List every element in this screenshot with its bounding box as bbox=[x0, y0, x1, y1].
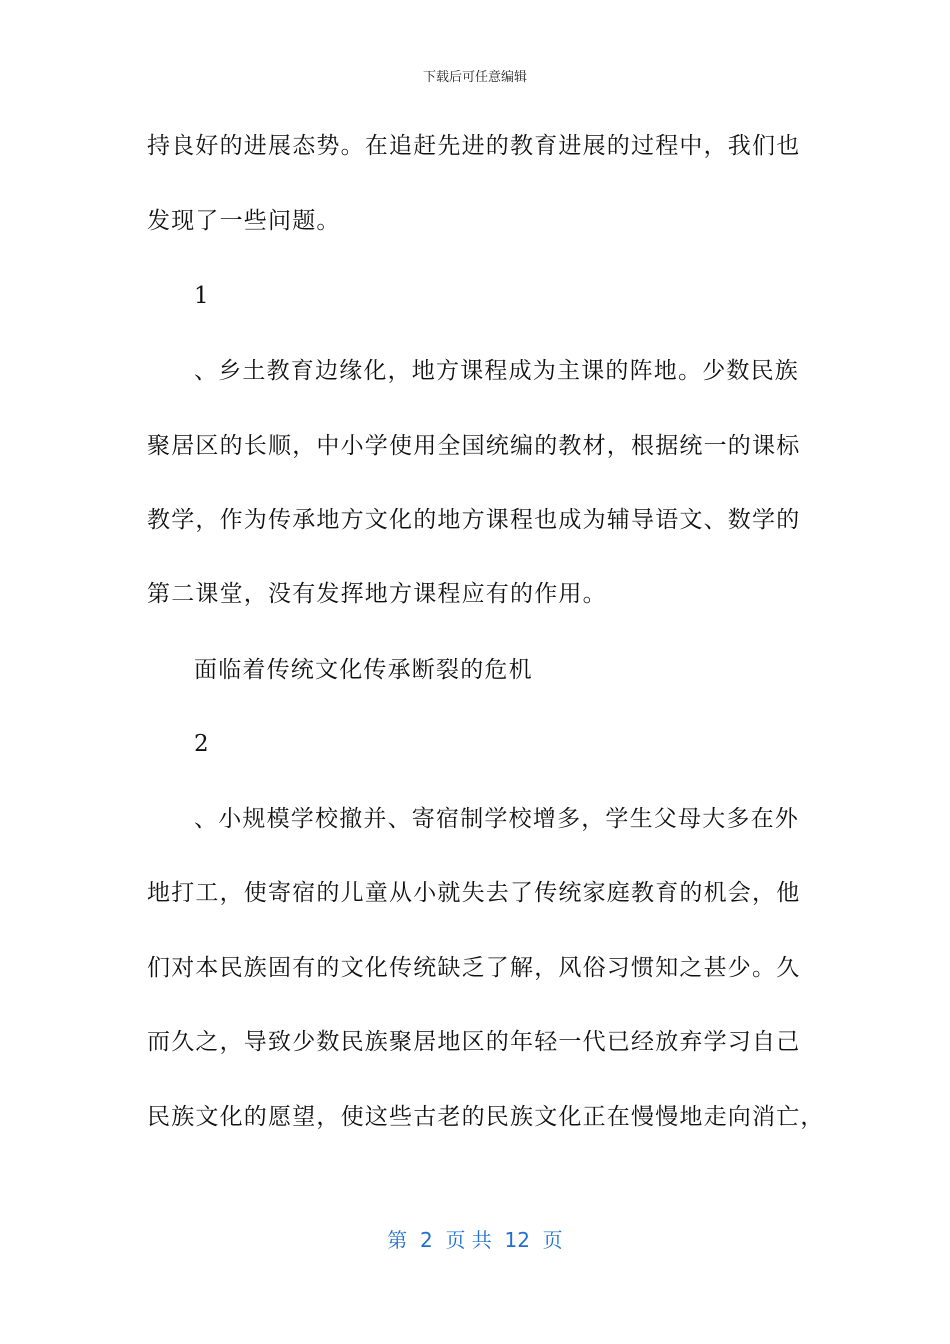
page-number: 第 2 页 共 12 页 bbox=[387, 1228, 563, 1252]
text-line: 面临着传统文化传承断裂的危机 bbox=[194, 657, 533, 683]
text-line: 地打工，使寄宿的儿童从小就失去了传统家庭教育的机会，他 bbox=[147, 880, 801, 906]
header-note: 下载后可任意编辑 bbox=[422, 70, 527, 85]
text-line: 教学，作为传承地方文化的地方课程也成为辅导语文、数学的 bbox=[147, 507, 801, 533]
text-line: 发现了一些问题。 bbox=[147, 208, 341, 234]
text-line: 而久之，导致少数民族聚居地区的年轻一代已经放弃学习自己 bbox=[147, 1029, 801, 1055]
text-line: 、小规模学校撤并、寄宿制学校增多，学生父母大多在外 bbox=[194, 806, 799, 832]
text-line: 、乡土教育边缘化，地方课程成为主课的阵地。少数民族 bbox=[194, 358, 799, 384]
list-number: 2 bbox=[194, 731, 210, 757]
text-line: 民族文化的愿望，使这些古老的民族文化正在慢慢地走向消亡， bbox=[147, 1104, 825, 1130]
text-line: 第二课堂，没有发挥地方课程应有的作用。 bbox=[147, 581, 607, 607]
text-line: 持良好的进展态势。在追赶先进的教育进展的过程中，我们也 bbox=[147, 133, 801, 159]
text-line: 聚居区的长顺，中小学使用全国统编的教材，根据统一的课标 bbox=[147, 433, 801, 459]
list-number: 1 bbox=[194, 283, 210, 309]
text-line: 们对本民族固有的文化传统缺乏了解，风俗习惯知之甚少。久 bbox=[147, 955, 801, 981]
